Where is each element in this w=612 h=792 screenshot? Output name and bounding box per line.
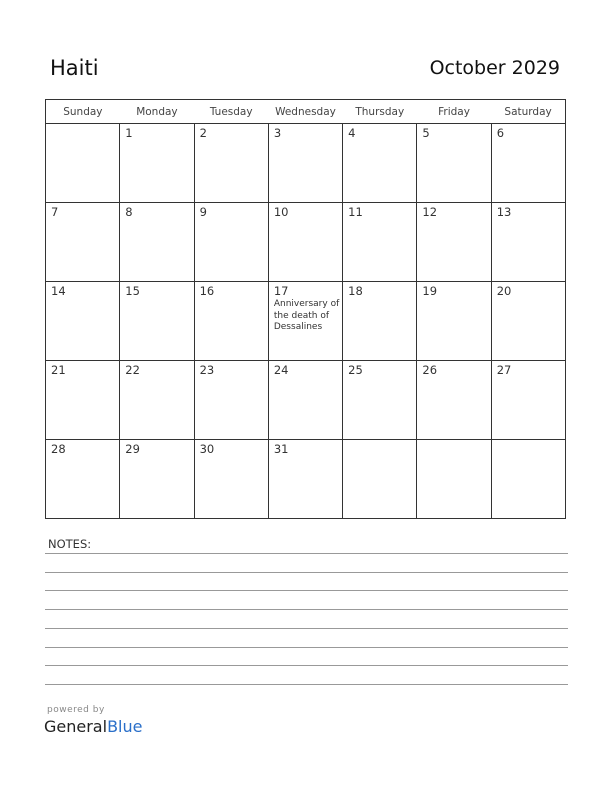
- day-number: 28: [51, 442, 66, 456]
- day-number: 12: [422, 205, 438, 219]
- weekday-tuesday: Tuesday: [194, 100, 268, 124]
- day-cell: [268, 203, 342, 282]
- week-row-5: [46, 440, 566, 519]
- weekday-sunday: Sunday: [46, 100, 120, 124]
- day-cell: [491, 440, 565, 519]
- day-number: 29: [125, 442, 140, 456]
- notes-label: NOTES:: [48, 537, 92, 551]
- week-row-4: [46, 361, 566, 440]
- weekday-wednesday: Wednesday: [268, 100, 342, 124]
- day-cell: [268, 440, 342, 519]
- day-number: 10: [273, 205, 289, 219]
- day-number: 11: [348, 205, 363, 219]
- month-year-title: October 2029: [429, 57, 560, 79]
- day-cell: [491, 282, 565, 361]
- day-number: 4: [348, 126, 356, 140]
- day-cell: [343, 124, 417, 203]
- day-cell: [194, 124, 268, 203]
- note-line: [45, 665, 568, 666]
- day-number: 26: [422, 363, 438, 377]
- day-cell: [343, 440, 417, 519]
- day-cell: [46, 282, 120, 361]
- note-line: [45, 572, 568, 573]
- day-number: 5: [422, 126, 430, 140]
- day-cell: [46, 124, 120, 203]
- day-cell: [491, 124, 565, 203]
- note-line: [45, 647, 568, 648]
- day-number: 1: [125, 126, 133, 140]
- day-cell: [417, 440, 491, 519]
- day-number: 31: [273, 442, 289, 456]
- day-number: 21: [51, 363, 66, 377]
- day-number: 16: [199, 284, 215, 298]
- brand-logo: [44, 717, 142, 736]
- day-cell: [194, 282, 268, 361]
- day-cell: [120, 440, 194, 519]
- day-number: 15: [125, 284, 140, 298]
- day-cell: [343, 282, 417, 361]
- day-number: 18: [348, 284, 363, 298]
- week-row-3: [46, 282, 566, 361]
- day-number: 23: [199, 363, 215, 377]
- day-cell: [120, 124, 194, 203]
- note-line: [45, 553, 568, 554]
- day-number: 13: [496, 205, 512, 219]
- brand-blue: Blue: [107, 717, 143, 736]
- note-line: [45, 590, 568, 591]
- day-number: 24: [273, 363, 289, 377]
- day-cell: [268, 361, 342, 440]
- day-cell: [120, 361, 194, 440]
- day-cell: [46, 361, 120, 440]
- day-number: 3: [273, 126, 282, 140]
- day-number: 22: [125, 363, 140, 377]
- day-number: 9: [199, 205, 207, 219]
- holiday-label: Anniversary of the death of Dessalines: [273, 299, 340, 332]
- day-number: 25: [348, 363, 363, 377]
- weekday-saturday: Saturday: [491, 100, 565, 124]
- day-number: 2: [199, 126, 207, 140]
- day-number: 6: [496, 126, 505, 140]
- day-cell: [417, 361, 491, 440]
- day-number: 7: [51, 205, 59, 219]
- day-cell: [194, 203, 268, 282]
- day-cell: [417, 282, 491, 361]
- weekday-thursday: Thursday: [343, 100, 417, 124]
- day-cell: [46, 203, 120, 282]
- day-cell: [194, 361, 268, 440]
- day-cell: [417, 124, 491, 203]
- weekday-friday: Friday: [417, 100, 491, 124]
- day-number: 27: [496, 363, 512, 377]
- day-number: 14: [51, 284, 66, 298]
- brand-general: General: [44, 717, 108, 736]
- week-row-1: [46, 124, 566, 203]
- day-cell: [491, 361, 565, 440]
- weekday-monday: Monday: [120, 100, 194, 124]
- calendar-grid: [45, 99, 566, 519]
- day-cell: [194, 440, 268, 519]
- day-number: 8: [125, 205, 133, 219]
- day-number: 17: [273, 284, 289, 298]
- day-number: 30: [199, 442, 215, 456]
- note-line: [45, 684, 568, 685]
- day-cell: [46, 440, 120, 519]
- day-cell: [120, 282, 194, 361]
- note-line: [45, 609, 568, 610]
- powered-by-text: powered by: [47, 705, 105, 715]
- day-number: 20: [496, 284, 512, 298]
- day-cell: [268, 282, 342, 361]
- weekday-header-row: [46, 100, 566, 124]
- day-cell: [343, 203, 417, 282]
- day-cell: [343, 361, 417, 440]
- note-line: [45, 628, 568, 629]
- day-cell: [491, 203, 565, 282]
- week-row-2: [46, 203, 566, 282]
- day-cell: [120, 203, 194, 282]
- day-number: 19: [422, 284, 438, 298]
- day-cell: [268, 124, 342, 203]
- country-title: Haiti: [50, 56, 99, 80]
- day-cell: [417, 203, 491, 282]
